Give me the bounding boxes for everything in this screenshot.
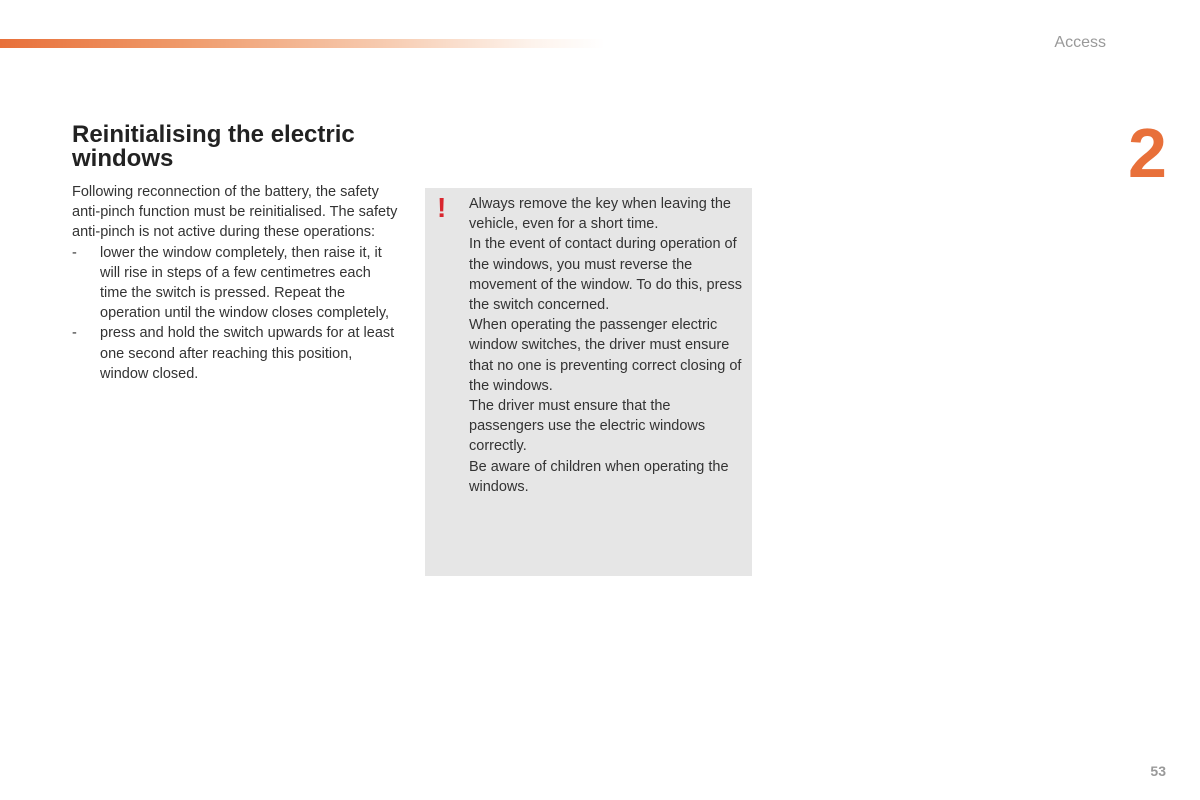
warning-paragraph: The driver must ensure that the passengers use the electric windows correctly. (469, 398, 706, 455)
page-number: 53 (1150, 763, 1166, 779)
warning-box (425, 188, 752, 576)
list-item-text: lower the window completely, then raise it, it will rise in steps of a few centimetres each time the switch is pressed. Repeat the operation until the window closes completely, (100, 244, 390, 322)
list-item (72, 243, 402, 324)
warning-paragraph: Always remove the key when leaving the vehicle, even for a short time. (469, 196, 731, 233)
section-name: Access (1054, 34, 1106, 51)
list-item-text: press and hold the switch upwards for at least one second after reaching this position, window closed. (100, 325, 395, 382)
intro-paragraph: Following reconnection of the battery, the safety anti-pinch function must be reinitialised. The safety anti-pinch is not active during these operations: (72, 184, 398, 241)
instruction-list (72, 243, 402, 384)
list-item (72, 323, 402, 384)
bullet-dash: - (72, 325, 77, 342)
chapter-number: 2 (1128, 114, 1167, 192)
warning-paragraph: In the event of contact during operation of the windows, you must reverse the movement of the window. To do this, press the switch concerned. (469, 236, 742, 314)
header-accent-bar (0, 39, 605, 48)
main-column (72, 123, 402, 384)
section-title: Reinitialising the electric windows (72, 121, 355, 172)
warning-paragraph: When operating the passenger electric window switches, the driver must ensure that no one is preventing correct closing of the windows. (469, 317, 742, 394)
warning-paragraph: Be aware of children when operating the windows. (469, 458, 729, 495)
bullet-dash: - (72, 244, 77, 261)
warning-text (469, 194, 749, 497)
warning-exclamation-icon: ! (437, 192, 447, 223)
